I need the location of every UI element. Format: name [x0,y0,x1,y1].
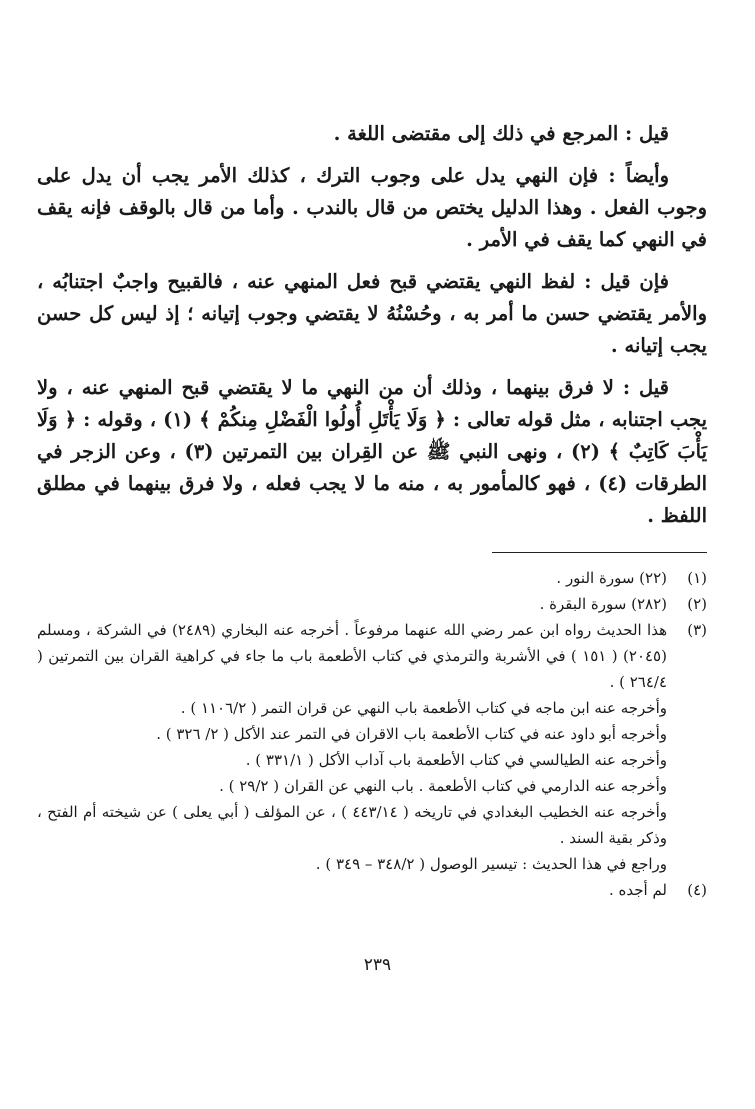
footnote-line: وراجع في هذا الحديث : تيسير الوصول ( ٣٤٨/٢ – ٣٤٩ ) . [315,855,667,873]
footnote-number: (١) [687,569,707,587]
footnote-4 [37,877,707,903]
footnotes [37,565,707,903]
footnote-3 [37,617,707,877]
paragraph-4-text: قيل : لا فرق بينهما ، وذلك أن من النهي ما لا يقتضي قبح المنهي عنه ، ولا يجب اجتنابه ، مثل قوله تعالى : ﴿ وَلَا يَأْتَلِ أُولُوا الْفَضْلِ مِنكُمْ ﴾ (١) ، وقوله : ﴿ وَلَا يَأْبَ كَاتِبٌ ﴾ (٢) ، ونهى النبي ﷺ عن القِران بين التمرتين (٣) ، وعن الزجر في الطرقات (٤) ، فهو كالمأمور به ، منه ما لا يجب فعله ، ولا فرق بينهما في مطلق اللفظ . [37,376,708,527]
footnote-1 [37,565,707,591]
footnote-number: (٣) [687,621,707,639]
page-content [37,118,707,903]
footnote-number: (٢) [687,595,707,613]
footnote-line: وأخرجه عنه ابن ماجه في كتاب الأطعمة باب النهي عن قران التمر ( ١١٠٦/٢ ) . [180,699,667,717]
main-text [37,118,707,532]
paragraph-3 [37,266,707,362]
footnote-line: وأخرجه عنه الخطيب البغدادي في تاريخه ( ٤٤٣/١٤ ) ، عن المؤلف ( أبي يعلى ) عن شيخته أم الفتح ، وذكر بقية السند . [37,803,667,847]
footnote-line: لم أجده . [608,881,667,899]
paragraph-2 [37,160,707,256]
footnote-body [37,617,667,877]
footnote-line: (٢٨٢) سورة البقرة . [539,595,667,613]
paragraph-2-text: وأيضاً : فإن النهي يدل على وجوب الترك ، كذلك الأمر يجب أن يدل على وجوب الفعل . وهذا الدليل يختص من قال بالندب . وأما من قال بالوقف فإنه يقف في النهي كما يقف في الأمر . [37,164,707,251]
paragraph-1 [37,118,707,150]
footnote-line: (٢٢) سورة النور . [556,569,667,587]
footnote-divider [492,552,707,553]
paragraph-1-text: قيل : المرجع في ذلك إلى مقتضى اللغة . [333,122,669,145]
paragraph-3-text: فإن قيل : لفظ النهي يقتضي قبح فعل المنهي عنه ، فالقبيح واجبٌ اجتنابُه ، والأمر يقتضي حسن ما أمر به ، وحُسْنُهُ لا يقتضي وجوب إتيانه ؛ إذ ليس كل حسن يجب إتيانه . [37,270,707,357]
page-number: ٢٣٩ [363,955,392,975]
footnote-body [37,877,667,903]
paragraph-4 [37,372,707,532]
footnote-line: هذا الحديث رواه ابن عمر رضي الله عنهما مرفوعاً . أخرجه عنه البخاري (٢٤٨٩) في الشركة ، ومسلم (٢٠٤٥) ( ١٥١ ) في الأشربة والترمذي في كتاب الأطعمة باب ما جاء في كراهية القران بين التمرتين ( ٢٦٤/٤ ) . [37,621,667,691]
footnote-line: وأخرجه أبو داود عنه في كتاب الأطعمة باب الاقران في التمر عند الأكل ( ٢/ ٣٢٦ ) . [156,725,667,743]
footnote-2 [37,591,707,617]
footnote-body [37,565,667,591]
footnote-line: وأخرجه عنه الدارمي في كتاب الأطعمة . باب النهي عن القران ( ٢٩/٢ ) . [219,777,667,795]
footnote-number: (٤) [687,881,707,899]
footnote-line: وأخرجه عنه الطيالسي في كتاب الأطعمة باب آداب الأكل ( ٣٣١/١ ) . [245,751,667,769]
footnote-body [37,591,667,617]
